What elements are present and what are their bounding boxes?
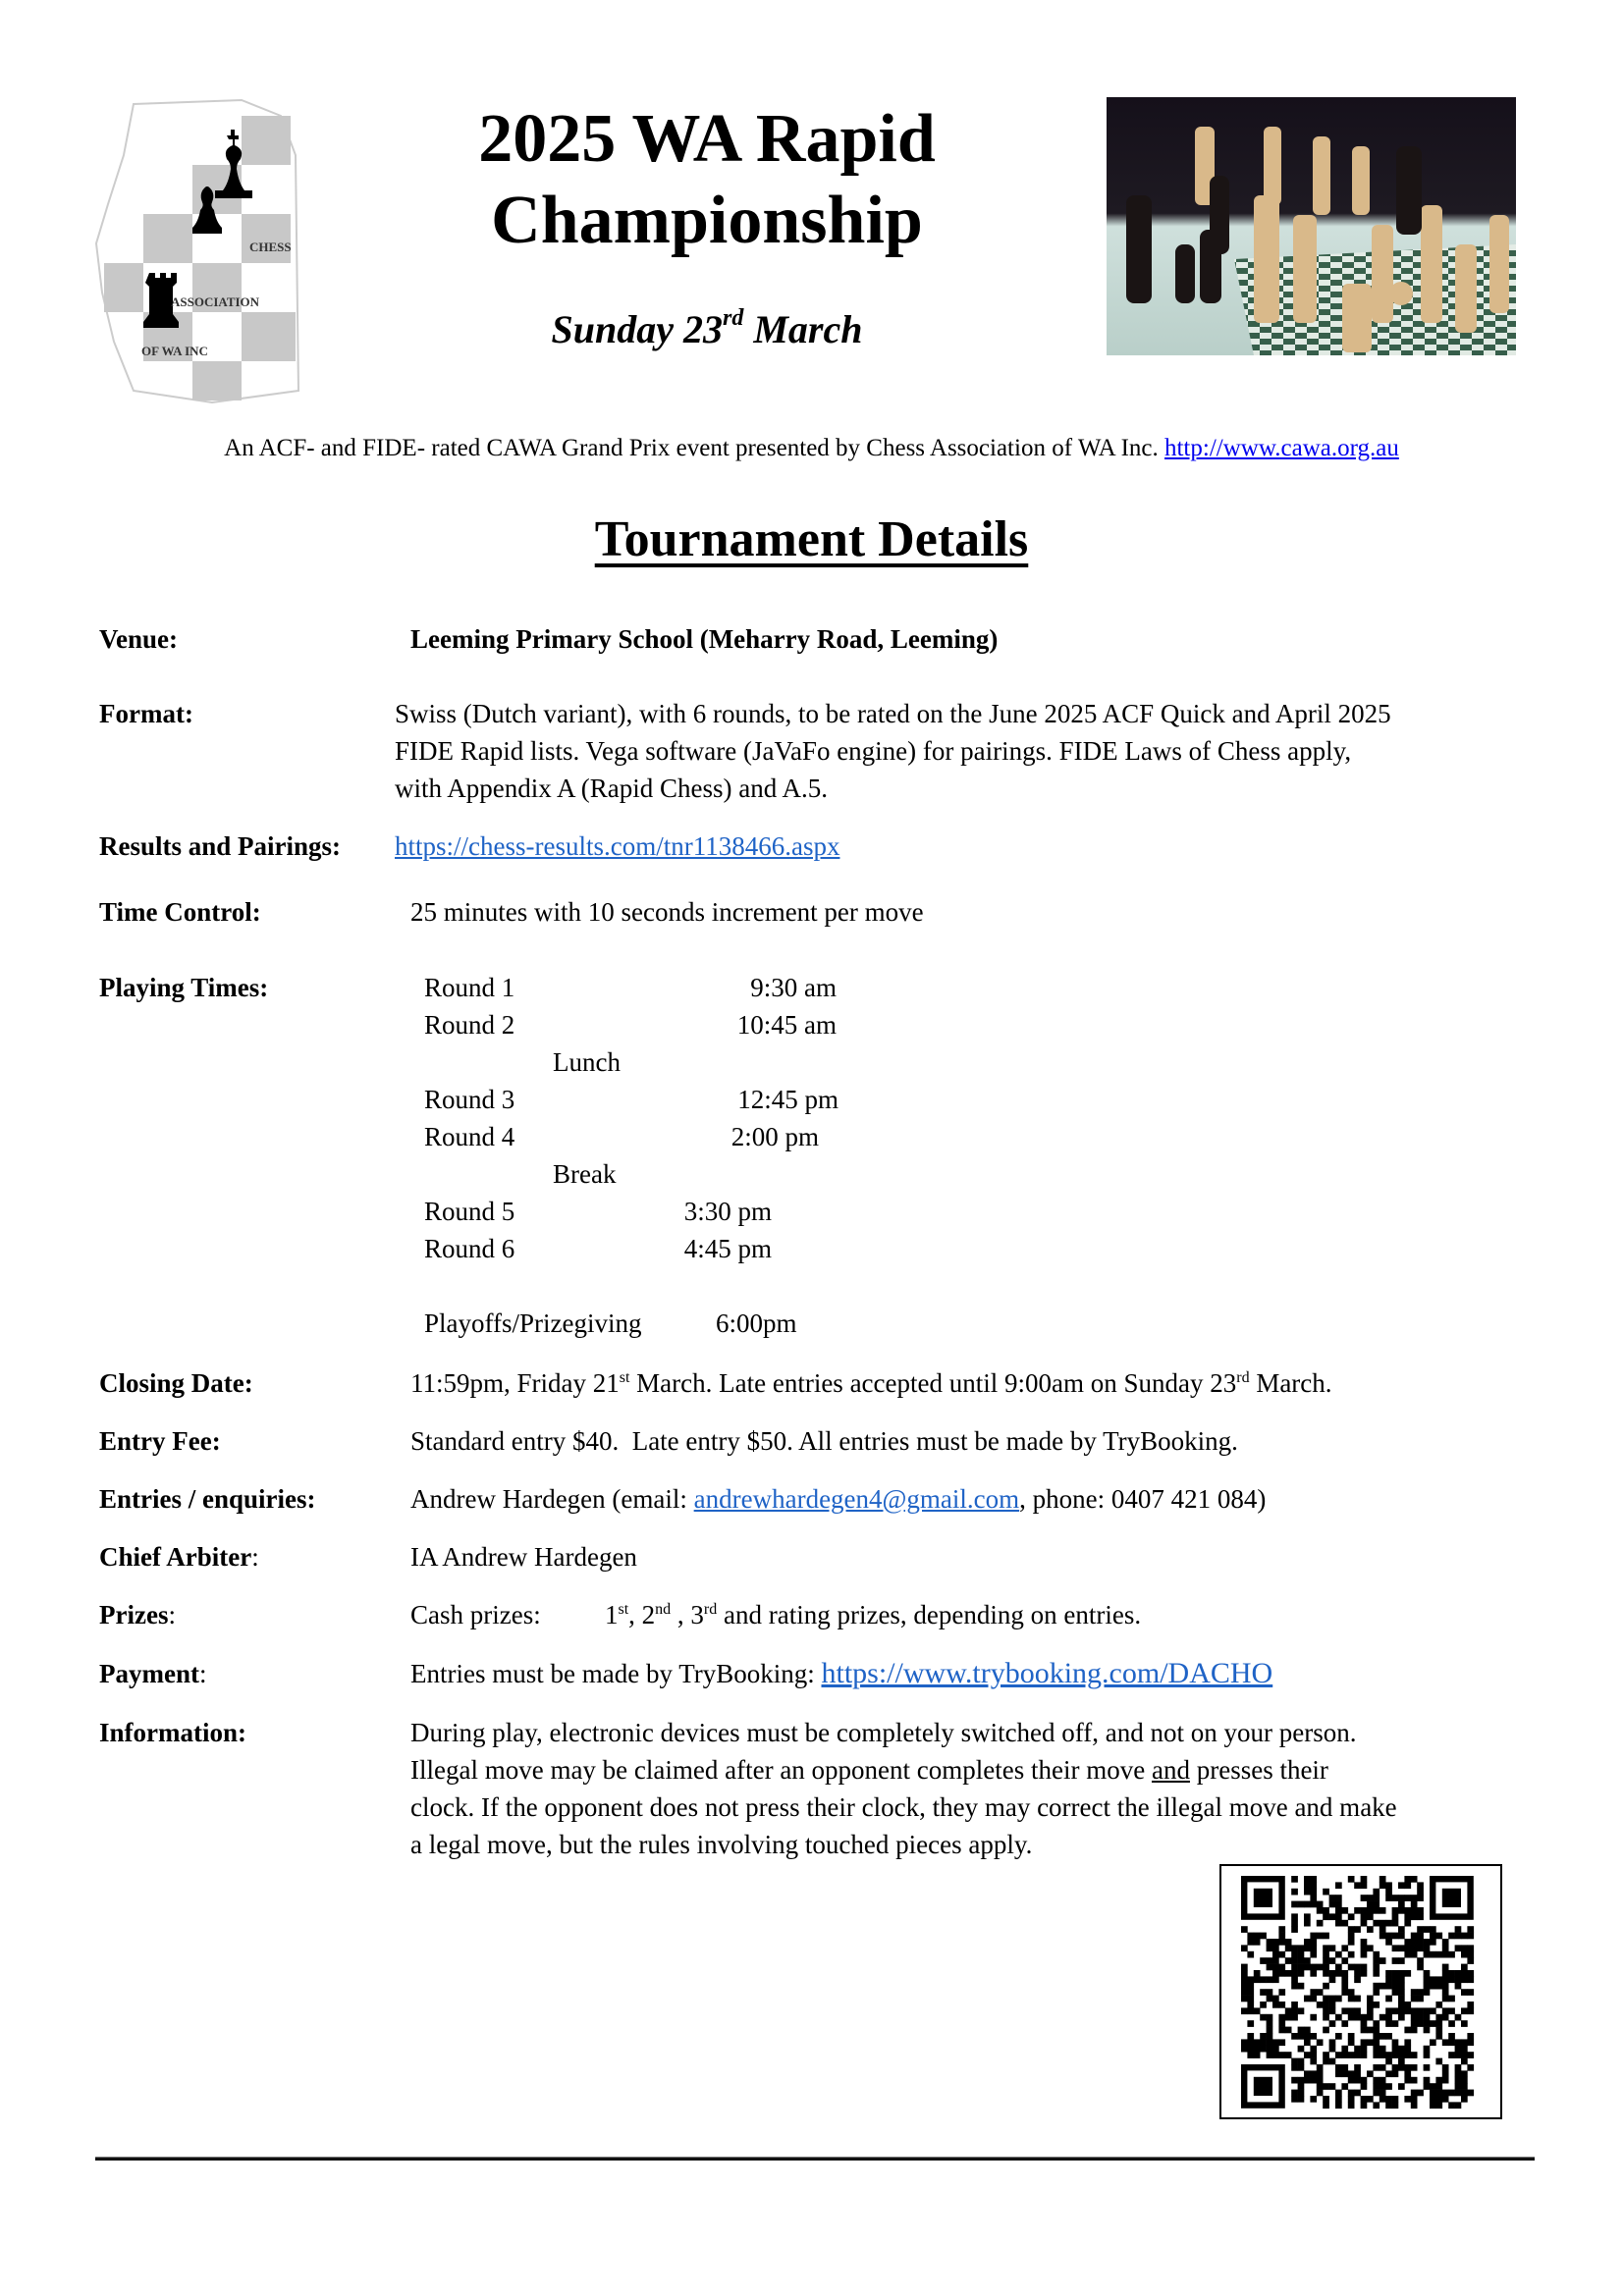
date-prefix: Sunday 23 (551, 307, 723, 351)
cawa-website-link[interactable]: http://www.cawa.org.au (1163, 435, 1399, 461)
entry-fee-value: Standard entry $40. Late entry $50. All entries must be made by TryBooking. (410, 1426, 1238, 1456)
prizes-value (605, 1596, 1141, 1633)
intro-text (0, 435, 1623, 462)
round-2-name: Round 2 (424, 1010, 515, 1040)
prize-2-sup: nd (655, 1601, 672, 1618)
section-heading-text: Tournament Details (594, 511, 1029, 567)
email-link[interactable]: andrewhardegen4@gmail.com (693, 1484, 1020, 1514)
date-sup: rd (723, 305, 744, 331)
playoffs-time: 6:00pm (716, 1308, 797, 1338)
round-2-time: 10:45 am (736, 1010, 837, 1040)
time-control-label: Time Control: (99, 897, 261, 927)
format-line-1: Swiss (Dutch variant), with 6 rounds, to be rated on the June 2025 ACF Quick and April 2025 (395, 699, 1391, 728)
break-label: Break (553, 1159, 617, 1189)
information-line-1: During play, electronic devices must be completely switched off, and not on your person. (410, 1718, 1357, 1747)
event-date (412, 306, 1001, 352)
arbiter-label (99, 1538, 259, 1575)
format-label: Format: (99, 699, 193, 728)
round-3-name: Round 3 (424, 1085, 515, 1114)
closing-sup-1: st (619, 1369, 630, 1386)
prizes-prefix: Cash prizes: (410, 1600, 541, 1629)
prize-1: 1 (605, 1600, 619, 1629)
page-title (412, 98, 1001, 261)
prizes-suffix: and rating prizes, depending on entries. (717, 1600, 1142, 1629)
chess-pieces-photo (1107, 97, 1516, 355)
playoffs-name: Playoffs/Prizegiving (424, 1308, 642, 1338)
logo-text-chess: CHESS (249, 240, 292, 254)
arbiter-label-text: Chief Arbiter (99, 1542, 252, 1572)
logo-text-of-wa-inc: OF WA INC (141, 344, 208, 358)
format-line-2: FIDE Rapid lists. Vega software (JaVaFo engine) for pairings. FIDE Laws of Chess apply, (395, 736, 1352, 766)
results-link[interactable]: https://chess-results.com/tnr1138466.aspx (395, 831, 840, 861)
venue-value: Leeming Primary School (Meharry Road, Leeming) (410, 624, 999, 654)
logo-text-association: ASSOCIATION (171, 294, 260, 309)
trybooking-link[interactable]: https://www.trybooking.com/DACHO (821, 1657, 1273, 1689)
prizes-label (99, 1596, 176, 1633)
prize-3-sup: rd (703, 1601, 718, 1618)
prize-2: 2 (641, 1600, 656, 1629)
payment-label-text: Payment (99, 1659, 199, 1688)
prize-sep-2: , (671, 1600, 691, 1629)
title-line-2: Championship (491, 183, 923, 258)
title-line-1: 2025 WA Rapid (478, 101, 936, 177)
round-5-name: Round 5 (424, 1197, 515, 1226)
date-suffix: March (743, 307, 863, 351)
lunch-label: Lunch (553, 1047, 621, 1077)
round-1-name: Round 1 (424, 973, 515, 1002)
prize-1-sup: st (618, 1601, 629, 1618)
information-line-4: a legal move, but the rules involving touched pieces apply. (410, 1830, 1033, 1859)
enquiries-after: , phone: 0407 421 084) (1019, 1484, 1267, 1514)
entry-fee-label: Entry Fee: (99, 1426, 221, 1456)
round-6-name: Round 6 (424, 1234, 515, 1263)
venue-label: Venue: (99, 624, 179, 654)
round-3-time: 12:45 pm (737, 1085, 839, 1114)
payment-colon: : (198, 1659, 207, 1688)
round-4-time: 2:00 pm (730, 1122, 819, 1151)
cawa-logo (94, 96, 302, 406)
information-line-2b: presses their (1189, 1755, 1328, 1785)
bottom-divider (95, 2157, 1535, 2161)
closing-part-3: March. (1249, 1368, 1332, 1398)
qr-code[interactable] (1219, 1864, 1502, 2119)
round-6-time: 4:45 pm (683, 1234, 772, 1263)
time-control-value: 25 minutes with 10 seconds increment per move (410, 897, 924, 927)
information-line-2a: Illegal move may be claimed after an opponent completes their move (410, 1755, 1152, 1785)
intro-sentence: An ACF- and FIDE- rated CAWA Grand Prix event presented by Chess Association of WA Inc. (224, 435, 1164, 461)
information-line-2-underlined: and (1151, 1755, 1190, 1785)
closing-date-value (410, 1364, 1332, 1402)
information-line-3: clock. If the opponent does not press their clock, they may correct the illegal move and make (410, 1792, 1397, 1822)
enquiries-before: Andrew Hardegen (email: (410, 1484, 694, 1514)
payment-label (99, 1655, 207, 1692)
format-line-3: with Appendix A (Rapid Chess) and A.5. (395, 774, 828, 803)
information-line-2 (410, 1751, 1328, 1789)
round-5-time: 3:30 pm (683, 1197, 772, 1226)
prizes-colon: : (168, 1600, 176, 1629)
information-label: Information: (99, 1718, 246, 1747)
results-label: Results and Pairings: (99, 831, 342, 861)
closing-part-1: 11:59pm, Friday 21 (410, 1368, 620, 1398)
arbiter-value: IA Andrew Hardegen (410, 1542, 637, 1572)
payment-value (410, 1655, 1272, 1692)
closing-date-label: Closing Date: (99, 1368, 253, 1398)
prize-3: 3 (690, 1600, 704, 1629)
enquiries-value (410, 1480, 1266, 1518)
round-1-time: 9:30 am (750, 973, 837, 1002)
prizes-label-text: Prizes (99, 1600, 169, 1629)
closing-part-2: March. Late entries accepted until 9:00am on Sunday 23 (629, 1368, 1237, 1398)
enquiries-label: Entries / enquiries: (99, 1484, 316, 1514)
payment-text: Entries must be made by TryBooking: (410, 1659, 822, 1688)
closing-sup-2: rd (1236, 1369, 1250, 1386)
arbiter-colon: : (251, 1542, 259, 1572)
round-4-name: Round 4 (424, 1122, 515, 1151)
section-heading (0, 510, 1623, 568)
playing-times-label: Playing Times: (99, 973, 269, 1002)
prize-sep-1: , (628, 1600, 642, 1629)
